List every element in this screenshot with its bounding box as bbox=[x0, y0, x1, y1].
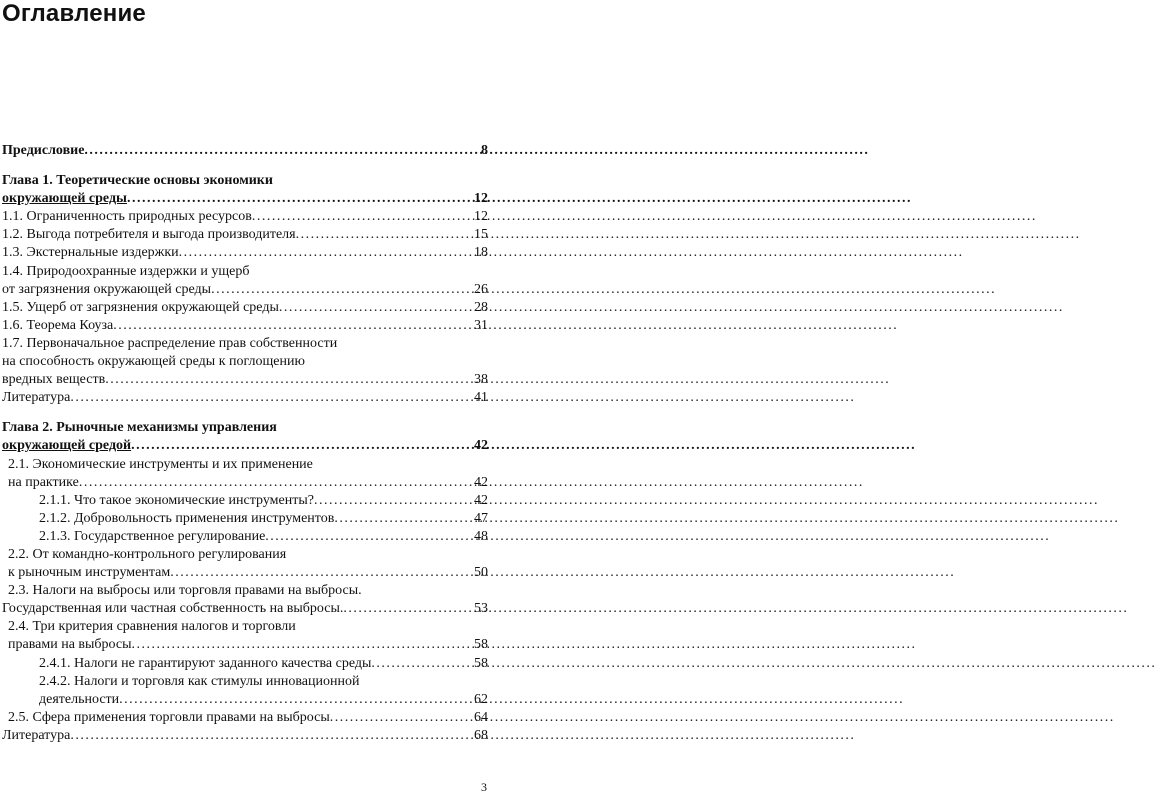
toc-entry-title-continued: деятельности bbox=[39, 691, 120, 707]
chapter-title-continued bbox=[2, 190, 488, 208]
toc-page-number: 26 bbox=[474, 281, 488, 297]
leader-dots bbox=[119, 691, 473, 709]
toc-entry-continued bbox=[2, 691, 488, 709]
toc-entry-1-5[interactable] bbox=[2, 299, 488, 317]
toc-entry-title-continued: от загрязнения окружающей среды bbox=[2, 281, 212, 297]
toc-entry-title-continued: Государственная или частная собственность на выбросы. bbox=[2, 601, 344, 617]
toc-page-number: 41 bbox=[474, 390, 488, 406]
toc-page-number: 50 bbox=[474, 565, 488, 581]
toc-page-number: 42 bbox=[474, 492, 488, 508]
toc-entry-1-6[interactable] bbox=[2, 317, 488, 335]
toc-entry-title: 1.2. Выгода потребителя и выгода производителя bbox=[2, 227, 296, 243]
leader-dots bbox=[70, 389, 473, 407]
toc-page-number: 8 bbox=[481, 143, 488, 158]
toc-entry-title: 2.3. Налоги на выбросы или торговля правами на выбросы. bbox=[8, 583, 362, 599]
leader-dots bbox=[105, 371, 473, 389]
leader-dots bbox=[265, 528, 473, 546]
page-title: Оглавление bbox=[2, 0, 146, 27]
leader-dots bbox=[84, 142, 480, 160]
toc-entry-1-2[interactable] bbox=[2, 226, 488, 244]
toc-entry-title-continued: на способность окружающей среды к поглощению bbox=[2, 354, 305, 370]
toc-entry-continued bbox=[2, 636, 488, 654]
leader-dots bbox=[334, 510, 473, 528]
table-of-contents bbox=[2, 142, 488, 745]
toc-entry-continued bbox=[2, 600, 488, 618]
toc-entry-title: 1.4. Природоохранные издержки и ущерб bbox=[2, 263, 250, 279]
leader-dots bbox=[371, 655, 473, 673]
toc-entry-title: 2.4. Три критерия сравнения налогов и торговли bbox=[8, 619, 296, 635]
leader-dots bbox=[132, 636, 473, 654]
toc-entry-2-2[interactable] bbox=[2, 546, 488, 582]
leader-dots bbox=[279, 299, 473, 317]
toc-entry-title: 1.5. Ущерб от загрязнения окружающей среды bbox=[2, 299, 279, 315]
toc-entry-2-4-2[interactable] bbox=[2, 673, 488, 709]
toc-entry-title: 1.1. Ограниченность природных ресурсов bbox=[2, 209, 252, 225]
toc-entry-title-continued: правами на выбросы bbox=[8, 637, 132, 653]
toc-page-number: 12 bbox=[474, 191, 488, 207]
toc-entry-title: Предисловие bbox=[2, 143, 85, 158]
leader-dots bbox=[179, 244, 473, 262]
leader-dots bbox=[79, 474, 473, 492]
leader-dots bbox=[252, 208, 473, 226]
toc-page-number: 42 bbox=[474, 438, 488, 454]
leader-dots bbox=[70, 727, 473, 745]
chapter-title-continued bbox=[2, 437, 488, 455]
toc-entry-title: окружающей среды bbox=[2, 191, 127, 207]
toc-entry-2-1-3[interactable] bbox=[2, 528, 488, 546]
chapter-title: Глава 1. Теоретические основы экономики bbox=[2, 173, 273, 189]
toc-entry-1-1[interactable] bbox=[2, 208, 488, 226]
page-number: 3 bbox=[481, 780, 487, 794]
toc-entry-title-continued: на практике bbox=[8, 474, 79, 490]
toc-entry-title: 2.1.2. Добровольность применения инструментов bbox=[39, 510, 335, 526]
toc-page-number: 18 bbox=[474, 245, 488, 261]
toc-entry-2-4[interactable] bbox=[2, 618, 488, 654]
toc-page-number: 48 bbox=[474, 528, 488, 544]
toc-entry-title: 1.3. Экстернальные издержки bbox=[2, 245, 179, 261]
leader-dots bbox=[330, 709, 473, 727]
toc-page-number: 38 bbox=[474, 372, 488, 388]
toc-page-number: 53 bbox=[474, 601, 488, 617]
leader-dots bbox=[170, 564, 473, 582]
toc-entry-2-5[interactable] bbox=[2, 709, 488, 727]
toc-entry-title: Литература bbox=[2, 390, 71, 406]
toc-entry-title-continued: вредных веществ bbox=[2, 372, 106, 388]
toc-entry-1-7[interactable] bbox=[2, 335, 488, 389]
toc-entry-title: 2.5. Сфера применения торговли правами на выбросы bbox=[8, 709, 330, 725]
toc-entry-1-4[interactable] bbox=[2, 263, 488, 299]
toc-entry-1-3[interactable] bbox=[2, 244, 488, 262]
toc-entry-title: 2.1. Экономические инструменты и их применение bbox=[8, 456, 313, 472]
toc-entry-title-continued: к рыночным инструментам bbox=[8, 565, 171, 581]
toc-chapter-1[interactable] bbox=[2, 172, 488, 208]
toc-page-number: 64 bbox=[474, 709, 488, 725]
toc-entry-2-1-1[interactable] bbox=[2, 492, 488, 510]
toc-page-number: 12 bbox=[474, 209, 488, 225]
toc-entry-continued bbox=[2, 371, 488, 389]
leader-dots bbox=[296, 226, 473, 244]
toc-entry-title: Литература bbox=[2, 727, 71, 743]
toc-entry-title: 2.1.1. Что такое экономические инструменты? bbox=[39, 492, 314, 508]
toc-chapter-2[interactable] bbox=[2, 419, 488, 455]
toc-page-number: 15 bbox=[474, 227, 488, 243]
toc-entry-continued bbox=[2, 564, 488, 582]
toc-page-number: 42 bbox=[474, 474, 488, 490]
toc-entry-literature-1[interactable] bbox=[2, 389, 488, 407]
toc-page-number: 47 bbox=[474, 510, 488, 526]
leader-dots bbox=[211, 281, 473, 299]
toc-page-number: 58 bbox=[474, 655, 488, 671]
toc-entry-title: 2.4.2. Налоги и торговля как стимулы инновационной bbox=[39, 673, 360, 689]
toc-page-number: 62 bbox=[474, 691, 488, 707]
toc-page-number: 31 bbox=[474, 317, 488, 333]
toc-entry-2-1[interactable] bbox=[2, 456, 488, 492]
toc-entry-continued bbox=[2, 281, 488, 299]
toc-entry-title: 1.6. Теорема Коуза bbox=[2, 317, 114, 333]
toc-entry-title: 2.4.1. Налоги не гарантируют заданного качества среды bbox=[39, 655, 372, 671]
toc-entry-title: 2.1.3. Государственное регулирование bbox=[39, 528, 266, 544]
toc-entry-preface[interactable] bbox=[2, 142, 488, 160]
leader-dots bbox=[127, 190, 473, 208]
toc-entry-2-4-1[interactable] bbox=[2, 655, 488, 673]
toc-entry-continued bbox=[2, 474, 488, 492]
toc-entry-literature-2[interactable] bbox=[2, 727, 488, 745]
chapter-title: Глава 2. Рыночные механизмы управления bbox=[2, 420, 277, 436]
toc-entry-title: окружающей средой bbox=[2, 438, 132, 454]
leader-dots bbox=[113, 317, 473, 335]
toc-entry-2-1-2[interactable] bbox=[2, 510, 488, 528]
leader-dots bbox=[131, 437, 473, 455]
toc-entry-title: 1.7. Первоначальное распределение прав собственности bbox=[2, 335, 338, 351]
toc-page-number: 28 bbox=[474, 299, 488, 315]
toc-page-number: 58 bbox=[474, 637, 488, 653]
toc-page-number: 68 bbox=[474, 727, 488, 743]
leader-dots bbox=[314, 492, 473, 510]
leader-dots bbox=[343, 600, 473, 618]
toc-entry-title: 2.2. От командно-контрольного регулирования bbox=[8, 546, 287, 562]
toc-entry-2-3[interactable] bbox=[2, 582, 488, 618]
